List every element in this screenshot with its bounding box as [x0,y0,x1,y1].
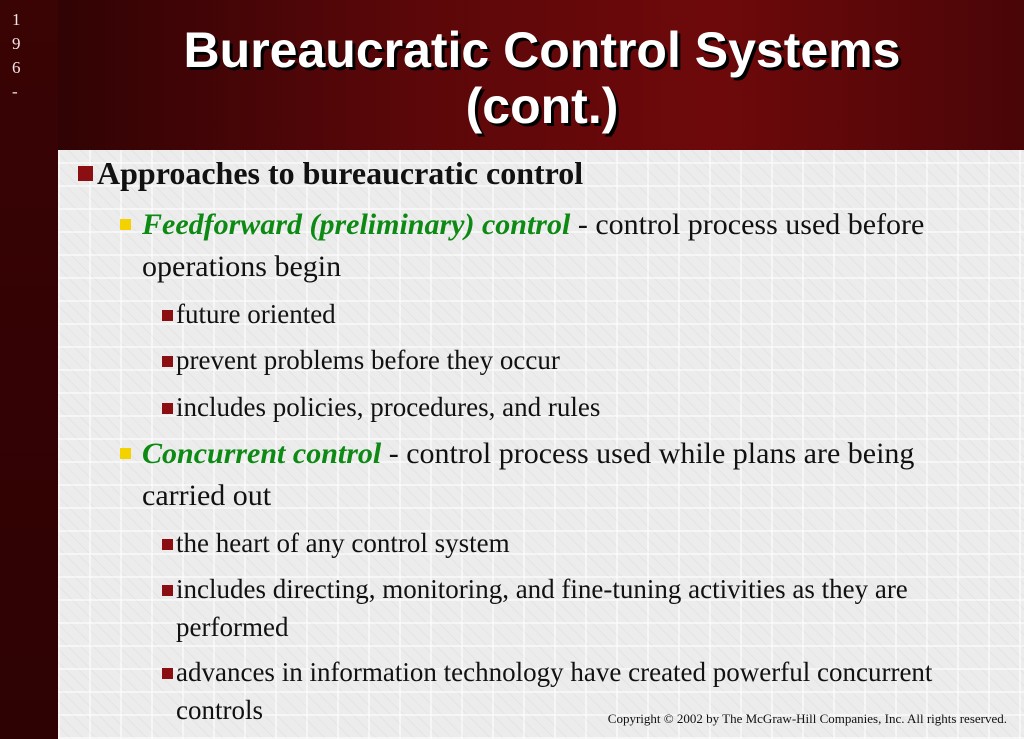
feedforward-item [142,204,982,288]
list-item-text: future oriented [176,299,336,329]
slide-number-row2: 6 [12,58,21,77]
content-area [58,150,1024,739]
slide-title [60,22,1024,134]
feedforward-definition: - control process used before operations begin [142,208,925,283]
copyright-notice: Copyright © 2002 by The McGraw-Hill Companies, Inc. All rights reserved. [607,711,1007,726]
list-item-text: includes policies, procedures, and rules [176,392,601,422]
feedforward-term: Feedforward (preliminary) control [142,208,571,241]
title-line-2: (cont.) [465,78,619,134]
concurrent-definition: - control process used while plans are being carried out [142,437,915,512]
list-item [162,295,1006,333]
slide-number [12,8,62,104]
main-bullet [78,155,583,191]
square-bullet-icon [120,219,131,230]
list-item-text: prevent problems before they occur [176,345,560,375]
list-item [162,341,1006,379]
square-bullet-icon [162,668,173,679]
main-bullet-text: Approaches to bureaucratic control [97,155,584,191]
square-bullet-icon [162,356,173,367]
concurrent-term: Concurrent control [142,437,382,470]
left-strip [0,0,58,739]
square-bullet-icon [162,539,173,550]
square-bullet-icon [162,585,173,596]
list-item-text: the heart of any control system [176,528,510,558]
list-item [162,388,1006,426]
square-bullet-icon [162,310,173,321]
list-item [162,524,1006,562]
concurrent-item [142,433,982,517]
title-line-1: Bureaucratic Control Systems [183,22,901,78]
square-bullet-icon [162,403,173,414]
slide-number-row1: 1 9 [12,10,47,53]
list-item [162,570,1006,646]
square-bullet-icon [120,448,131,459]
list-item-text: advances in information technology have created powerful concurrent controls [176,657,933,725]
square-bullet-icon [78,166,93,181]
slide-number-row3: - [12,82,18,101]
list-item-text: includes directing, monitoring, and fine-tuning activities as they are performed [176,574,908,642]
